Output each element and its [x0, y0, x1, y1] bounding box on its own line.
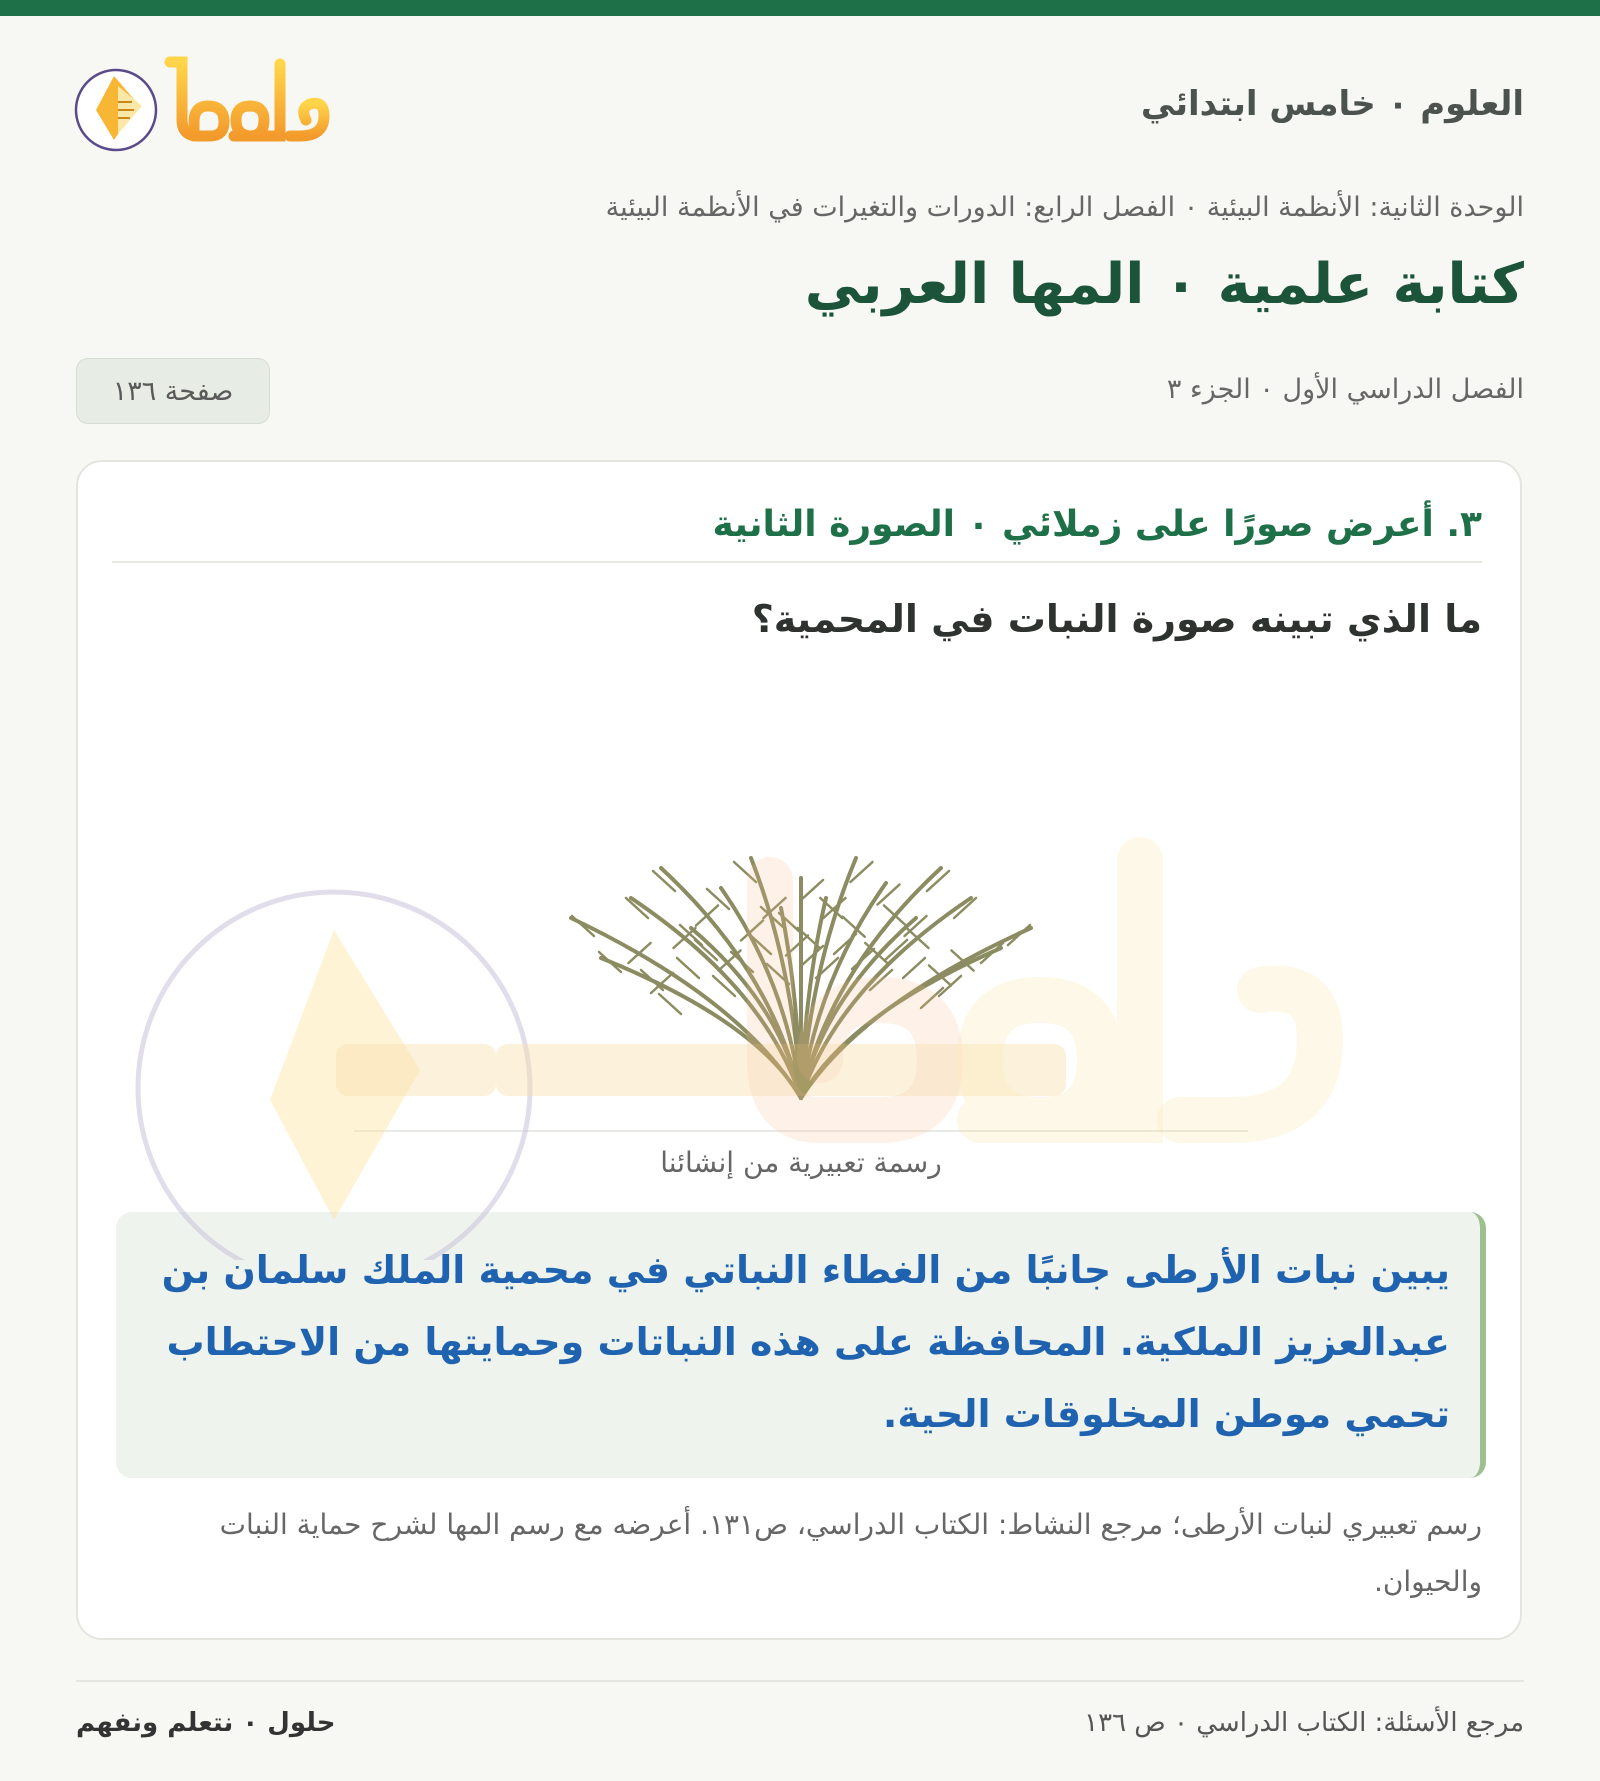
page-title: كتابة علمية ٠ المها العربي [804, 252, 1524, 317]
footer-reference: مرجع الأسئلة: الكتاب الدراسي ٠ ص ١٣٦ [1084, 1708, 1524, 1738]
question-text: ما الذي تبينه صورة النبات في المحمية؟ [751, 597, 1482, 641]
question-card [76, 460, 1522, 1640]
page-number-badge: صفحة ١٣٦ [76, 358, 270, 424]
figure-caption: رسمة تعبيرية من إنشائنا [660, 1146, 942, 1179]
section-divider [112, 561, 1482, 563]
figure-divider [354, 1130, 1248, 1132]
activity-note: رسم تعبيري لنبات الأرطى؛ مرجع النشاط: الكتاب الدراسي، ص١٣١. أعرضه مع رسم المها لشرح حماية النبات والحيوان. [219, 1508, 1482, 1598]
section-title: ٣. أعرض صورًا على زملائي ٠ الصورة الثانية [712, 504, 1482, 545]
answer-box: يبين نبات الأرطى جانبًا من الغطاء النباتي في محمية الملك سلمان بن عبدالعزيز الملكية. المحافظة على هذه النباتات وحمايتها من الاحتطاب تحمي موطن المخلوقات الحية. [116, 1212, 1486, 1478]
footer-brand[interactable]: حلول ٠ نتعلم ونفهم [76, 1708, 336, 1738]
desert-plant-illustration-icon [78, 752, 1524, 1212]
term-label: الفصل الدراسي الأول ٠ الجزء ٣ [1166, 374, 1524, 405]
unit-breadcrumb: الوحدة الثانية: الأنظمة البيئية ٠ الفصل الرابع: الدورات والتغيرات في الأنظمة البيئية [605, 192, 1524, 223]
brand-logo[interactable] [74, 54, 334, 158]
footer-divider [76, 1680, 1524, 1682]
top-accent-bar [0, 0, 1600, 16]
subject-heading: العلوم ٠ خامس ابتدائي [1140, 84, 1524, 124]
